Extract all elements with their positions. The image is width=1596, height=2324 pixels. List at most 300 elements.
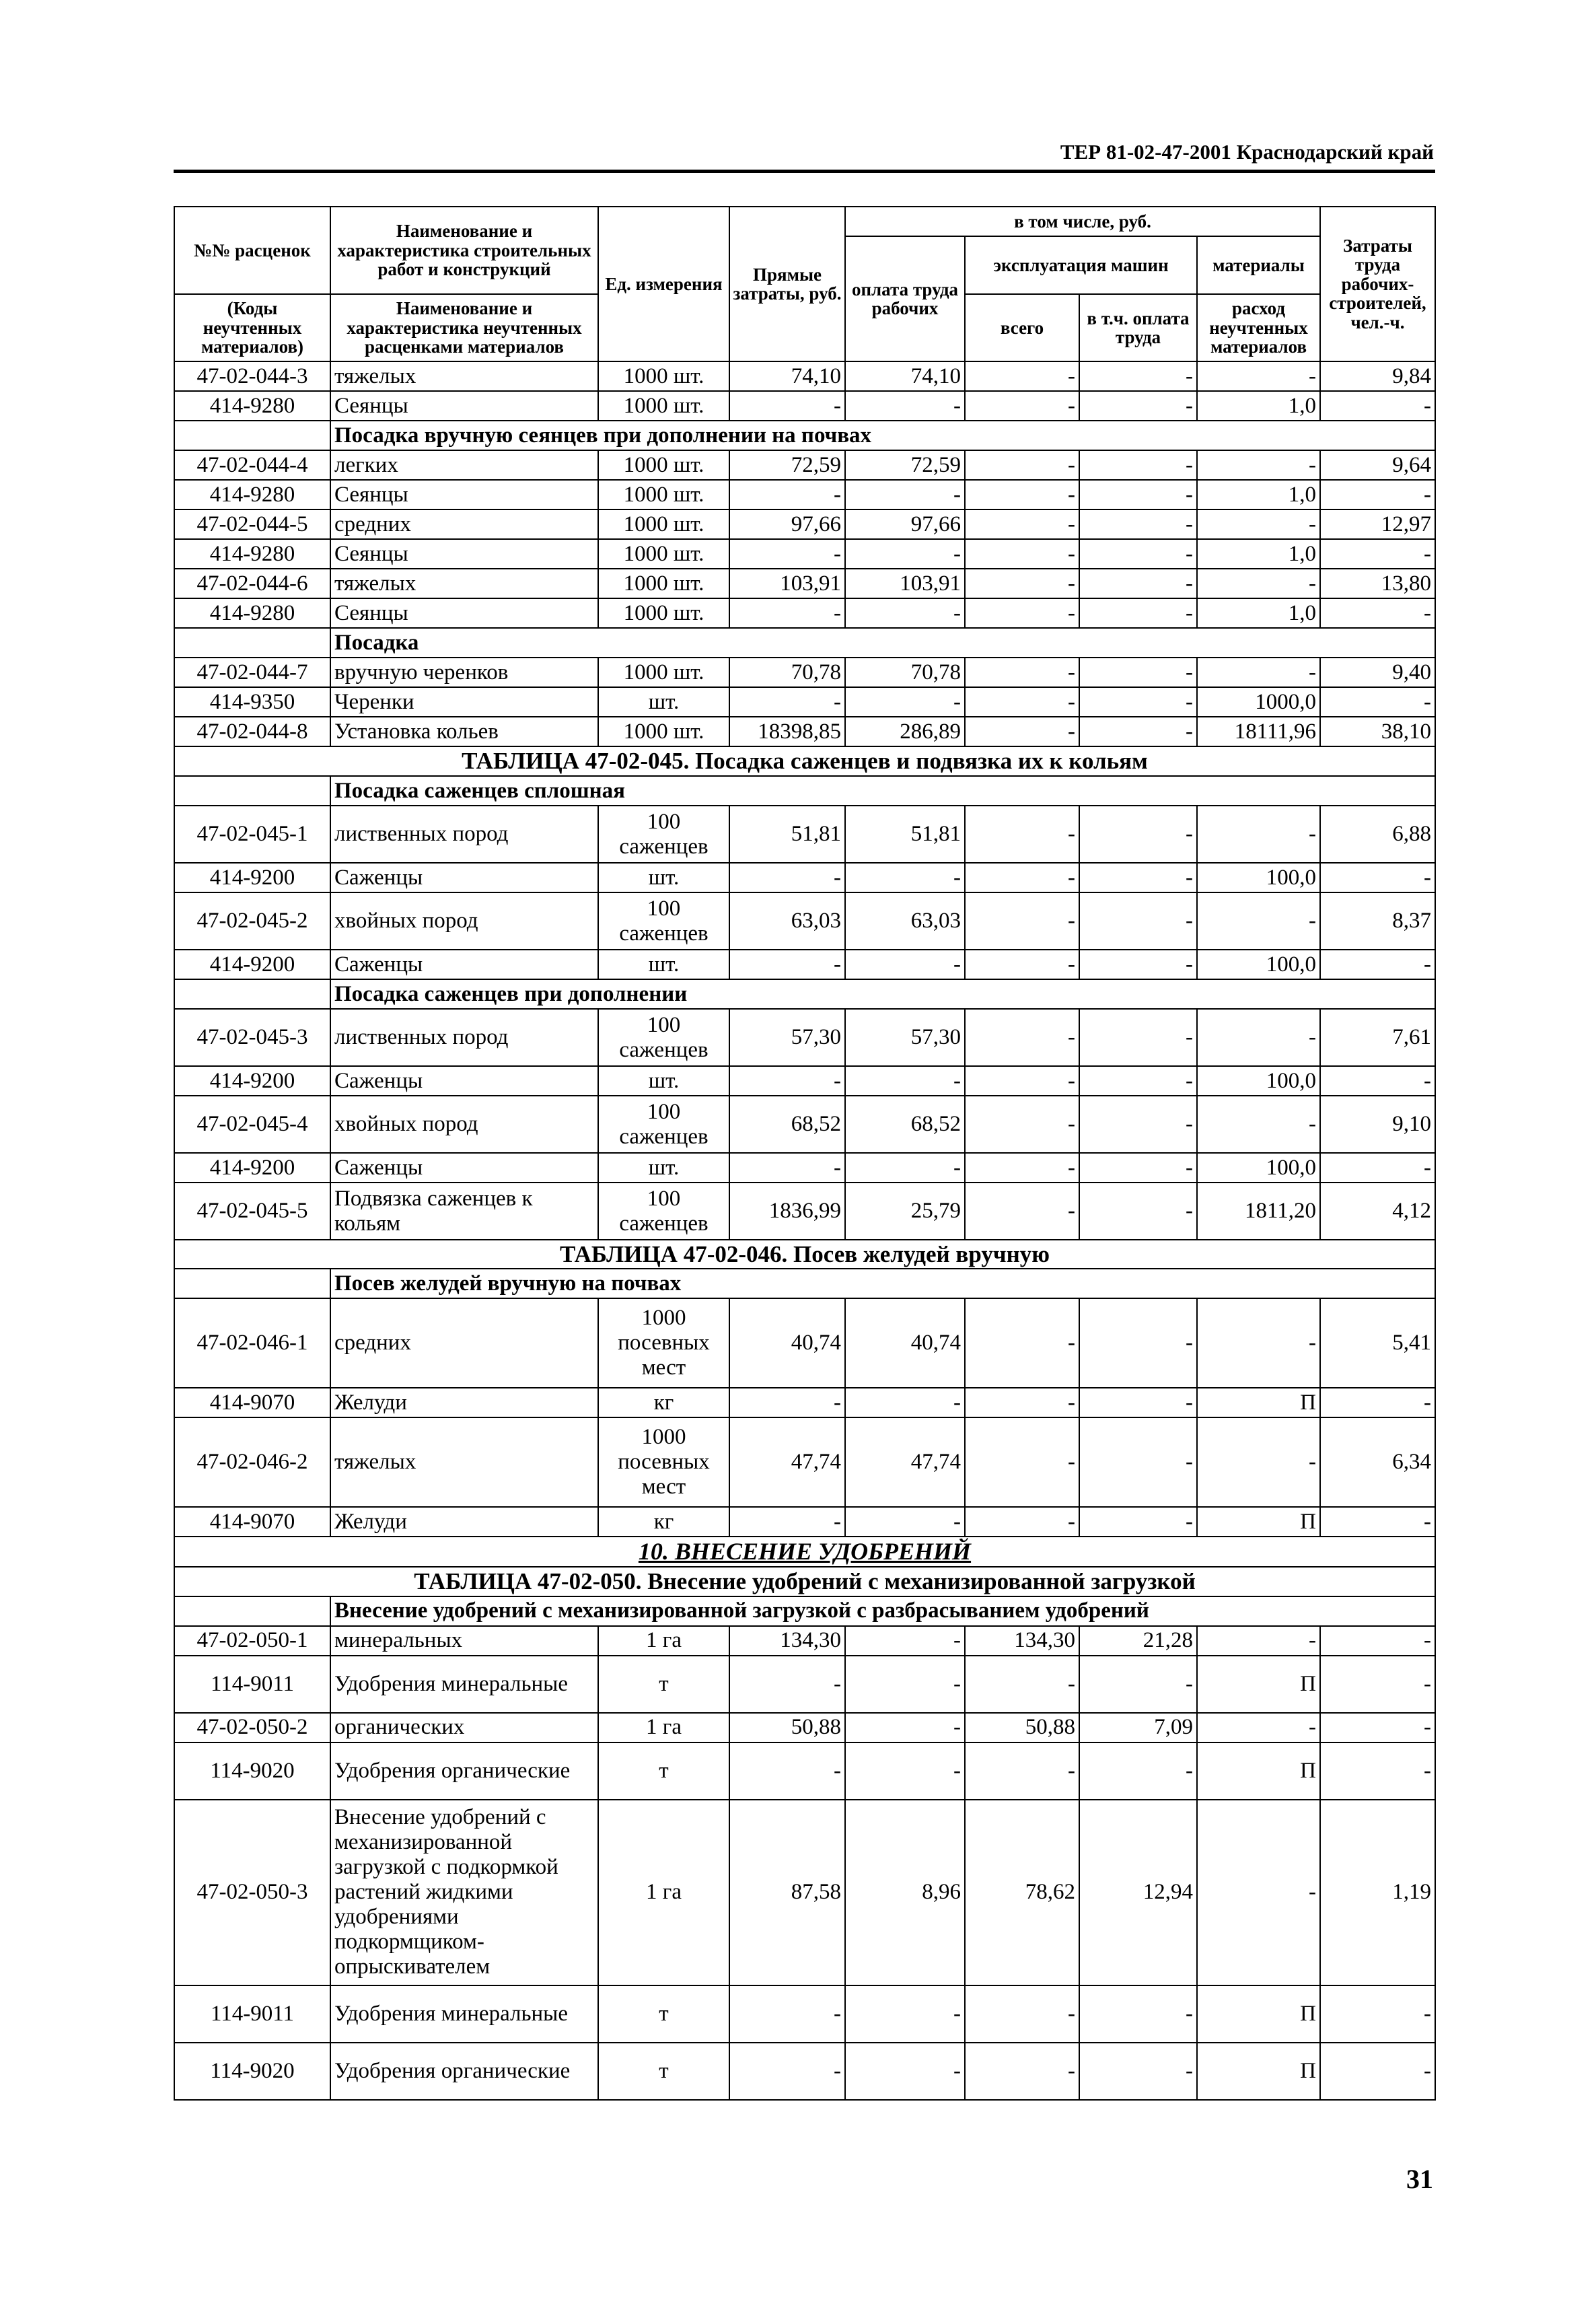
machine-labor-pay: - bbox=[1079, 598, 1197, 628]
direct-cost: 47,74 bbox=[729, 1417, 845, 1507]
rate-code: 414-9200 bbox=[174, 1153, 330, 1183]
labor-pay: - bbox=[845, 1507, 965, 1537]
rate-code: 47-02-044-5 bbox=[174, 509, 330, 539]
blank-cell bbox=[174, 979, 330, 1009]
labor-pay: - bbox=[845, 2043, 965, 2100]
direct-cost: - bbox=[729, 1742, 845, 1800]
col-incl: в том числе, руб. bbox=[845, 207, 1320, 236]
materials-cell: - bbox=[1197, 806, 1320, 863]
work-name: лиственных пород bbox=[330, 806, 598, 863]
unit-cell: кг bbox=[598, 1507, 729, 1537]
unit-cell: 1000 шт. bbox=[598, 391, 729, 421]
col-code-bottom: (Коды неучтенных материалов) bbox=[174, 294, 330, 361]
section-heading: Посадка саженцев сплошная bbox=[330, 776, 1435, 806]
table-row bbox=[174, 687, 1435, 717]
labor-hours: - bbox=[1320, 1066, 1435, 1096]
labor-pay: - bbox=[845, 598, 965, 628]
labor-hours: - bbox=[1320, 950, 1435, 979]
section-heading: Посадка вручную сеянцев при дополнении на почвах bbox=[330, 421, 1435, 450]
unit-cell: т bbox=[598, 2043, 729, 2100]
rate-code: 47-02-044-7 bbox=[174, 658, 330, 687]
page-number: 31 bbox=[1406, 2164, 1433, 2194]
labor-pay: 68,52 bbox=[845, 1096, 965, 1153]
blank-cell bbox=[174, 1596, 330, 1626]
work-name: Саженцы bbox=[330, 1153, 598, 1183]
rate-code: 47-02-044-4 bbox=[174, 450, 330, 480]
machine-total: - bbox=[965, 1985, 1079, 2043]
machine-total: - bbox=[965, 361, 1079, 391]
rate-code: 47-02-045-5 bbox=[174, 1183, 330, 1240]
table-row bbox=[174, 1417, 1435, 1507]
unit-cell: шт. bbox=[598, 1153, 729, 1183]
machine-total: - bbox=[965, 450, 1079, 480]
machine-total: - bbox=[965, 1656, 1079, 1713]
labor-hours: - bbox=[1320, 539, 1435, 569]
materials-cell: 100,0 bbox=[1197, 950, 1320, 979]
machine-labor-pay: - bbox=[1079, 717, 1197, 746]
labor-hours: 8,37 bbox=[1320, 892, 1435, 950]
unit-cell: 100 саженцев bbox=[598, 892, 729, 950]
labor-pay: - bbox=[845, 1713, 965, 1742]
machine-labor-pay: - bbox=[1079, 1388, 1197, 1417]
materials-cell: 1,0 bbox=[1197, 480, 1320, 509]
table-row bbox=[174, 806, 1435, 863]
labor-pay: - bbox=[845, 480, 965, 509]
work-name: хвойных пород bbox=[330, 892, 598, 950]
labor-pay: - bbox=[845, 1066, 965, 1096]
work-name: Сеянцы bbox=[330, 539, 598, 569]
work-name: Сеянцы bbox=[330, 391, 598, 421]
col-labor-cost: Затраты труда рабочих-строителей, чел.-ч. bbox=[1320, 207, 1435, 361]
materials-cell: 1811,20 bbox=[1197, 1183, 1320, 1240]
labor-pay: 25,79 bbox=[845, 1183, 965, 1240]
table-row bbox=[174, 480, 1435, 509]
labor-pay: 63,03 bbox=[845, 892, 965, 950]
table-row bbox=[174, 892, 1435, 950]
table-row bbox=[174, 1742, 1435, 1800]
materials-cell: - bbox=[1197, 658, 1320, 687]
section-heading: Посадка bbox=[330, 628, 1435, 658]
section-row bbox=[174, 628, 1435, 658]
materials-cell: - bbox=[1197, 1417, 1320, 1507]
section-row bbox=[174, 776, 1435, 806]
machine-total: - bbox=[965, 717, 1079, 746]
unit-cell: 1 га bbox=[598, 1626, 729, 1656]
labor-pay: 103,91 bbox=[845, 569, 965, 598]
table-head bbox=[174, 207, 1435, 361]
machine-total: - bbox=[965, 806, 1079, 863]
work-name: Удобрения органические bbox=[330, 1742, 598, 1800]
materials-cell: - bbox=[1197, 1713, 1320, 1742]
table-row bbox=[174, 1656, 1435, 1713]
work-name: Саженцы bbox=[330, 1066, 598, 1096]
table-title-row bbox=[174, 746, 1435, 776]
direct-cost: 134,30 bbox=[729, 1626, 845, 1656]
header-rule bbox=[174, 170, 1435, 173]
labor-pay: - bbox=[845, 1985, 965, 2043]
labor-pay: 97,66 bbox=[845, 509, 965, 539]
unit-cell: 1000 шт. bbox=[598, 539, 729, 569]
work-name: Черенки bbox=[330, 687, 598, 717]
labor-hours: - bbox=[1320, 480, 1435, 509]
table-row bbox=[174, 1985, 1435, 2043]
labor-pay: 40,74 bbox=[845, 1298, 965, 1388]
labor-pay: - bbox=[845, 1742, 965, 1800]
direct-cost: 63,03 bbox=[729, 892, 845, 950]
col-name-top: Наименование и характеристика строительных работ и конструкций bbox=[330, 207, 598, 294]
unit-cell: 1000 шт. bbox=[598, 450, 729, 480]
col-code-top: №№ расценок bbox=[174, 207, 330, 294]
unit-cell: шт. bbox=[598, 863, 729, 892]
direct-cost: 1836,99 bbox=[729, 1183, 845, 1240]
rate-code: 114-9020 bbox=[174, 1742, 330, 1800]
work-name: органических bbox=[330, 1713, 598, 1742]
machine-labor-pay: - bbox=[1079, 1183, 1197, 1240]
section-row bbox=[174, 1596, 1435, 1626]
machine-total: - bbox=[965, 892, 1079, 950]
machine-total: - bbox=[965, 1183, 1079, 1240]
direct-cost: 70,78 bbox=[729, 658, 845, 687]
table-body bbox=[174, 361, 1435, 2100]
labor-hours: 7,61 bbox=[1320, 1009, 1435, 1066]
direct-cost: - bbox=[729, 1985, 845, 2043]
table-row bbox=[174, 509, 1435, 539]
direct-cost: 87,58 bbox=[729, 1800, 845, 1985]
direct-cost: - bbox=[729, 539, 845, 569]
section-heading: Внесение удобрений с механизированной загрузкой с разбрасыванием удобрений bbox=[330, 1596, 1435, 1626]
direct-cost: 57,30 bbox=[729, 1009, 845, 1066]
blank-cell bbox=[174, 776, 330, 806]
machine-labor-pay: - bbox=[1079, 658, 1197, 687]
machine-total: - bbox=[965, 391, 1079, 421]
direct-cost: - bbox=[729, 391, 845, 421]
unit-cell: 1000 шт. bbox=[598, 717, 729, 746]
table-title-row bbox=[174, 1240, 1435, 1269]
section-row bbox=[174, 421, 1435, 450]
running-header: ТЕР 81-02-47-2001 Краснодарский край bbox=[1060, 140, 1434, 164]
labor-pay: - bbox=[845, 1153, 965, 1183]
table-row bbox=[174, 598, 1435, 628]
unit-cell: 1000 шт. bbox=[598, 598, 729, 628]
rate-code: 414-9070 bbox=[174, 1507, 330, 1537]
machine-labor-pay: - bbox=[1079, 950, 1197, 979]
labor-hours: - bbox=[1320, 598, 1435, 628]
table-row bbox=[174, 863, 1435, 892]
unit-cell: кг bbox=[598, 1388, 729, 1417]
labor-pay: 70,78 bbox=[845, 658, 965, 687]
table-row bbox=[174, 1800, 1435, 1985]
labor-pay: 47,74 bbox=[845, 1417, 965, 1507]
machine-labor-pay: - bbox=[1079, 1096, 1197, 1153]
labor-pay: 51,81 bbox=[845, 806, 965, 863]
rate-code: 47-02-044-3 bbox=[174, 361, 330, 391]
direct-cost: - bbox=[729, 1153, 845, 1183]
machine-total: - bbox=[965, 1153, 1079, 1183]
col-materials: материалы bbox=[1197, 236, 1320, 294]
machine-labor-pay: - bbox=[1079, 1742, 1197, 1800]
machine-labor-pay: - bbox=[1079, 1507, 1197, 1537]
work-name: Желуди bbox=[330, 1507, 598, 1537]
labor-hours: - bbox=[1320, 1742, 1435, 1800]
materials-cell: 18111,96 bbox=[1197, 717, 1320, 746]
table-row bbox=[174, 1298, 1435, 1388]
labor-hours: 9,64 bbox=[1320, 450, 1435, 480]
direct-cost: - bbox=[729, 1507, 845, 1537]
direct-cost: - bbox=[729, 480, 845, 509]
labor-hours: 9,84 bbox=[1320, 361, 1435, 391]
unit-cell: 1000 посевных мест bbox=[598, 1417, 729, 1507]
machine-labor-pay: - bbox=[1079, 1656, 1197, 1713]
machine-total: - bbox=[965, 658, 1079, 687]
machine-total: - bbox=[965, 569, 1079, 598]
table-title-row bbox=[174, 1567, 1435, 1596]
part-title: 10. ВНЕСЕНИЕ УДОБРЕНИЙ bbox=[174, 1537, 1435, 1566]
direct-cost: - bbox=[729, 1656, 845, 1713]
labor-hours: 9,40 bbox=[1320, 658, 1435, 687]
labor-pay: - bbox=[845, 687, 965, 717]
machine-total: - bbox=[965, 539, 1079, 569]
direct-cost: 51,81 bbox=[729, 806, 845, 863]
machine-total: - bbox=[965, 687, 1079, 717]
direct-cost: - bbox=[729, 598, 845, 628]
unit-cell: 100 саженцев bbox=[598, 1009, 729, 1066]
labor-hours: 9,10 bbox=[1320, 1096, 1435, 1153]
rate-code: 414-9280 bbox=[174, 539, 330, 569]
work-name: тяжелых bbox=[330, 569, 598, 598]
unit-cell: 1000 шт. bbox=[598, 509, 729, 539]
table-row bbox=[174, 1153, 1435, 1183]
machine-total: - bbox=[965, 2043, 1079, 2100]
table-row bbox=[174, 569, 1435, 598]
labor-hours: - bbox=[1320, 1713, 1435, 1742]
rate-code: 114-9011 bbox=[174, 1985, 330, 2043]
work-name: тяжелых bbox=[330, 361, 598, 391]
work-name: лиственных пород bbox=[330, 1009, 598, 1066]
work-name: Установка кольев bbox=[330, 717, 598, 746]
section-heading: Посев желудей вручную на почвах bbox=[330, 1269, 1435, 1298]
col-labor-pay: оплата труда рабочих bbox=[845, 236, 965, 361]
direct-cost: - bbox=[729, 687, 845, 717]
labor-hours: 6,34 bbox=[1320, 1417, 1435, 1507]
unit-cell: т bbox=[598, 1656, 729, 1713]
materials-cell: - bbox=[1197, 1626, 1320, 1656]
labor-hours: 4,12 bbox=[1320, 1183, 1435, 1240]
work-name: Внесение удобрений с механизированной загрузкой с подкормкой растений жидкими удобрениями подкормщиком-опрыскивателем bbox=[330, 1800, 598, 1985]
direct-cost: - bbox=[729, 863, 845, 892]
labor-hours: 6,88 bbox=[1320, 806, 1435, 863]
unit-cell: т bbox=[598, 1985, 729, 2043]
machine-labor-pay: - bbox=[1079, 450, 1197, 480]
labor-pay: - bbox=[845, 539, 965, 569]
machine-total: 134,30 bbox=[965, 1626, 1079, 1656]
machine-labor-pay: 7,09 bbox=[1079, 1713, 1197, 1742]
materials-cell: - bbox=[1197, 509, 1320, 539]
table-row bbox=[174, 1066, 1435, 1096]
unit-cell: шт. bbox=[598, 1066, 729, 1096]
direct-cost: 103,91 bbox=[729, 569, 845, 598]
col-machines: эксплуатация машин bbox=[965, 236, 1197, 294]
unit-cell: 100 саженцев bbox=[598, 1096, 729, 1153]
direct-cost: 50,88 bbox=[729, 1713, 845, 1742]
rates-table bbox=[174, 206, 1436, 2101]
table-title: ТАБЛИЦА 47-02-046. Посев желудей вручную bbox=[174, 1240, 1435, 1269]
direct-cost: 40,74 bbox=[729, 1298, 845, 1388]
table-row bbox=[174, 1009, 1435, 1066]
table-row bbox=[174, 1713, 1435, 1742]
materials-cell: - bbox=[1197, 569, 1320, 598]
section-row bbox=[174, 1269, 1435, 1298]
labor-pay: 74,10 bbox=[845, 361, 965, 391]
machine-labor-pay: 21,28 bbox=[1079, 1626, 1197, 1656]
labor-pay: - bbox=[845, 1626, 965, 1656]
machine-total: - bbox=[965, 1388, 1079, 1417]
labor-hours: - bbox=[1320, 1153, 1435, 1183]
labor-pay: 8,96 bbox=[845, 1800, 965, 1985]
materials-cell: - bbox=[1197, 1009, 1320, 1066]
unit-cell: 100 саженцев bbox=[598, 806, 729, 863]
work-name: Удобрения минеральные bbox=[330, 1656, 598, 1713]
table-row bbox=[174, 1096, 1435, 1153]
rate-code: 47-02-045-2 bbox=[174, 892, 330, 950]
direct-cost: - bbox=[729, 1066, 845, 1096]
machine-total: - bbox=[965, 863, 1079, 892]
direct-cost: - bbox=[729, 2043, 845, 2100]
materials-cell: 100,0 bbox=[1197, 863, 1320, 892]
labor-pay: - bbox=[845, 863, 965, 892]
work-name: тяжелых bbox=[330, 1417, 598, 1507]
machine-labor-pay: - bbox=[1079, 1417, 1197, 1507]
part-title-row bbox=[174, 1537, 1435, 1566]
work-name: Удобрения минеральные bbox=[330, 1985, 598, 2043]
direct-cost: 97,66 bbox=[729, 509, 845, 539]
machine-labor-pay: - bbox=[1079, 1298, 1197, 1388]
machine-total: - bbox=[965, 1507, 1079, 1537]
col-direct: Прямые затраты, руб. bbox=[729, 207, 845, 361]
rate-code: 47-02-044-8 bbox=[174, 717, 330, 746]
unit-cell: 1000 шт. bbox=[598, 361, 729, 391]
rate-code: 414-9280 bbox=[174, 391, 330, 421]
labor-hours: - bbox=[1320, 1985, 1435, 2043]
unit-cell: 1000 шт. bbox=[598, 569, 729, 598]
machine-labor-pay: - bbox=[1079, 539, 1197, 569]
work-name: Саженцы bbox=[330, 863, 598, 892]
machine-total: - bbox=[965, 1298, 1079, 1388]
machine-labor-pay: - bbox=[1079, 1009, 1197, 1066]
table-row bbox=[174, 1507, 1435, 1537]
rate-code: 47-02-045-3 bbox=[174, 1009, 330, 1066]
labor-hours: 1,19 bbox=[1320, 1800, 1435, 1985]
labor-hours: - bbox=[1320, 863, 1435, 892]
machine-total: 50,88 bbox=[965, 1713, 1079, 1742]
materials-cell: - bbox=[1197, 361, 1320, 391]
labor-hours: - bbox=[1320, 1626, 1435, 1656]
materials-cell: - bbox=[1197, 450, 1320, 480]
machine-total: - bbox=[965, 480, 1079, 509]
work-name: Подвязка саженцев к кольям bbox=[330, 1183, 598, 1240]
rate-code: 414-9200 bbox=[174, 863, 330, 892]
materials-cell: П bbox=[1197, 1507, 1320, 1537]
machine-labor-pay: - bbox=[1079, 361, 1197, 391]
labor-hours: 38,10 bbox=[1320, 717, 1435, 746]
labor-hours: - bbox=[1320, 1656, 1435, 1713]
labor-hours: 5,41 bbox=[1320, 1298, 1435, 1388]
col-mat-unaccounted: расход неучтенных материалов bbox=[1197, 294, 1320, 361]
unit-cell: 1 га bbox=[598, 1713, 729, 1742]
materials-cell: 1,0 bbox=[1197, 539, 1320, 569]
work-name: средних bbox=[330, 1298, 598, 1388]
rate-code: 114-9020 bbox=[174, 2043, 330, 2100]
labor-pay: - bbox=[845, 391, 965, 421]
section-heading: Посадка саженцев при дополнении bbox=[330, 979, 1435, 1009]
direct-cost: 68,52 bbox=[729, 1096, 845, 1153]
machine-labor-pay: - bbox=[1079, 1985, 1197, 2043]
labor-pay: 57,30 bbox=[845, 1009, 965, 1066]
work-name: вручную черенков bbox=[330, 658, 598, 687]
machine-total: - bbox=[965, 1096, 1079, 1153]
labor-hours: 13,80 bbox=[1320, 569, 1435, 598]
labor-pay: 72,59 bbox=[845, 450, 965, 480]
rate-code: 47-02-050-1 bbox=[174, 1626, 330, 1656]
rate-code: 414-9350 bbox=[174, 687, 330, 717]
materials-cell: 100,0 bbox=[1197, 1153, 1320, 1183]
work-name: легких bbox=[330, 450, 598, 480]
labor-pay: - bbox=[845, 950, 965, 979]
rate-code: 47-02-046-1 bbox=[174, 1298, 330, 1388]
rate-code: 47-02-045-4 bbox=[174, 1096, 330, 1153]
table-row bbox=[174, 1183, 1435, 1240]
table-title: ТАБЛИЦА 47-02-045. Посадка саженцев и подвязка их к кольям bbox=[174, 746, 1435, 776]
rate-code: 414-9200 bbox=[174, 950, 330, 979]
direct-cost: - bbox=[729, 1388, 845, 1417]
table-row bbox=[174, 2043, 1435, 2100]
labor-hours: - bbox=[1320, 2043, 1435, 2100]
work-name: Сеянцы bbox=[330, 598, 598, 628]
machine-labor-pay: - bbox=[1079, 569, 1197, 598]
machine-total: - bbox=[965, 1742, 1079, 1800]
work-name: средних bbox=[330, 509, 598, 539]
labor-hours: 12,97 bbox=[1320, 509, 1435, 539]
machine-labor-pay: - bbox=[1079, 806, 1197, 863]
materials-cell: 100,0 bbox=[1197, 1066, 1320, 1096]
machine-labor-pay: - bbox=[1079, 391, 1197, 421]
machine-total: - bbox=[965, 950, 1079, 979]
rate-code: 47-02-044-6 bbox=[174, 569, 330, 598]
machine-labor-pay: - bbox=[1079, 480, 1197, 509]
machine-labor-pay: - bbox=[1079, 892, 1197, 950]
materials-cell: 1000,0 bbox=[1197, 687, 1320, 717]
machine-labor-pay: - bbox=[1079, 863, 1197, 892]
labor-pay: - bbox=[845, 1656, 965, 1713]
unit-cell: 1000 шт. bbox=[598, 480, 729, 509]
table-row bbox=[174, 361, 1435, 391]
materials-cell: П bbox=[1197, 1742, 1320, 1800]
machine-labor-pay: - bbox=[1079, 687, 1197, 717]
rate-code: 47-02-050-3 bbox=[174, 1800, 330, 1985]
work-name: Желуди bbox=[330, 1388, 598, 1417]
direct-cost: - bbox=[729, 950, 845, 979]
work-name: хвойных пород bbox=[330, 1096, 598, 1153]
section-row bbox=[174, 979, 1435, 1009]
labor-hours: - bbox=[1320, 1388, 1435, 1417]
table-row bbox=[174, 658, 1435, 687]
rate-code: 414-9280 bbox=[174, 480, 330, 509]
labor-hours: - bbox=[1320, 1507, 1435, 1537]
labor-hours: - bbox=[1320, 391, 1435, 421]
rate-code: 414-9280 bbox=[174, 598, 330, 628]
unit-cell: шт. bbox=[598, 950, 729, 979]
col-unit: Ед. измерения bbox=[598, 207, 729, 361]
machine-labor-pay: - bbox=[1079, 1066, 1197, 1096]
